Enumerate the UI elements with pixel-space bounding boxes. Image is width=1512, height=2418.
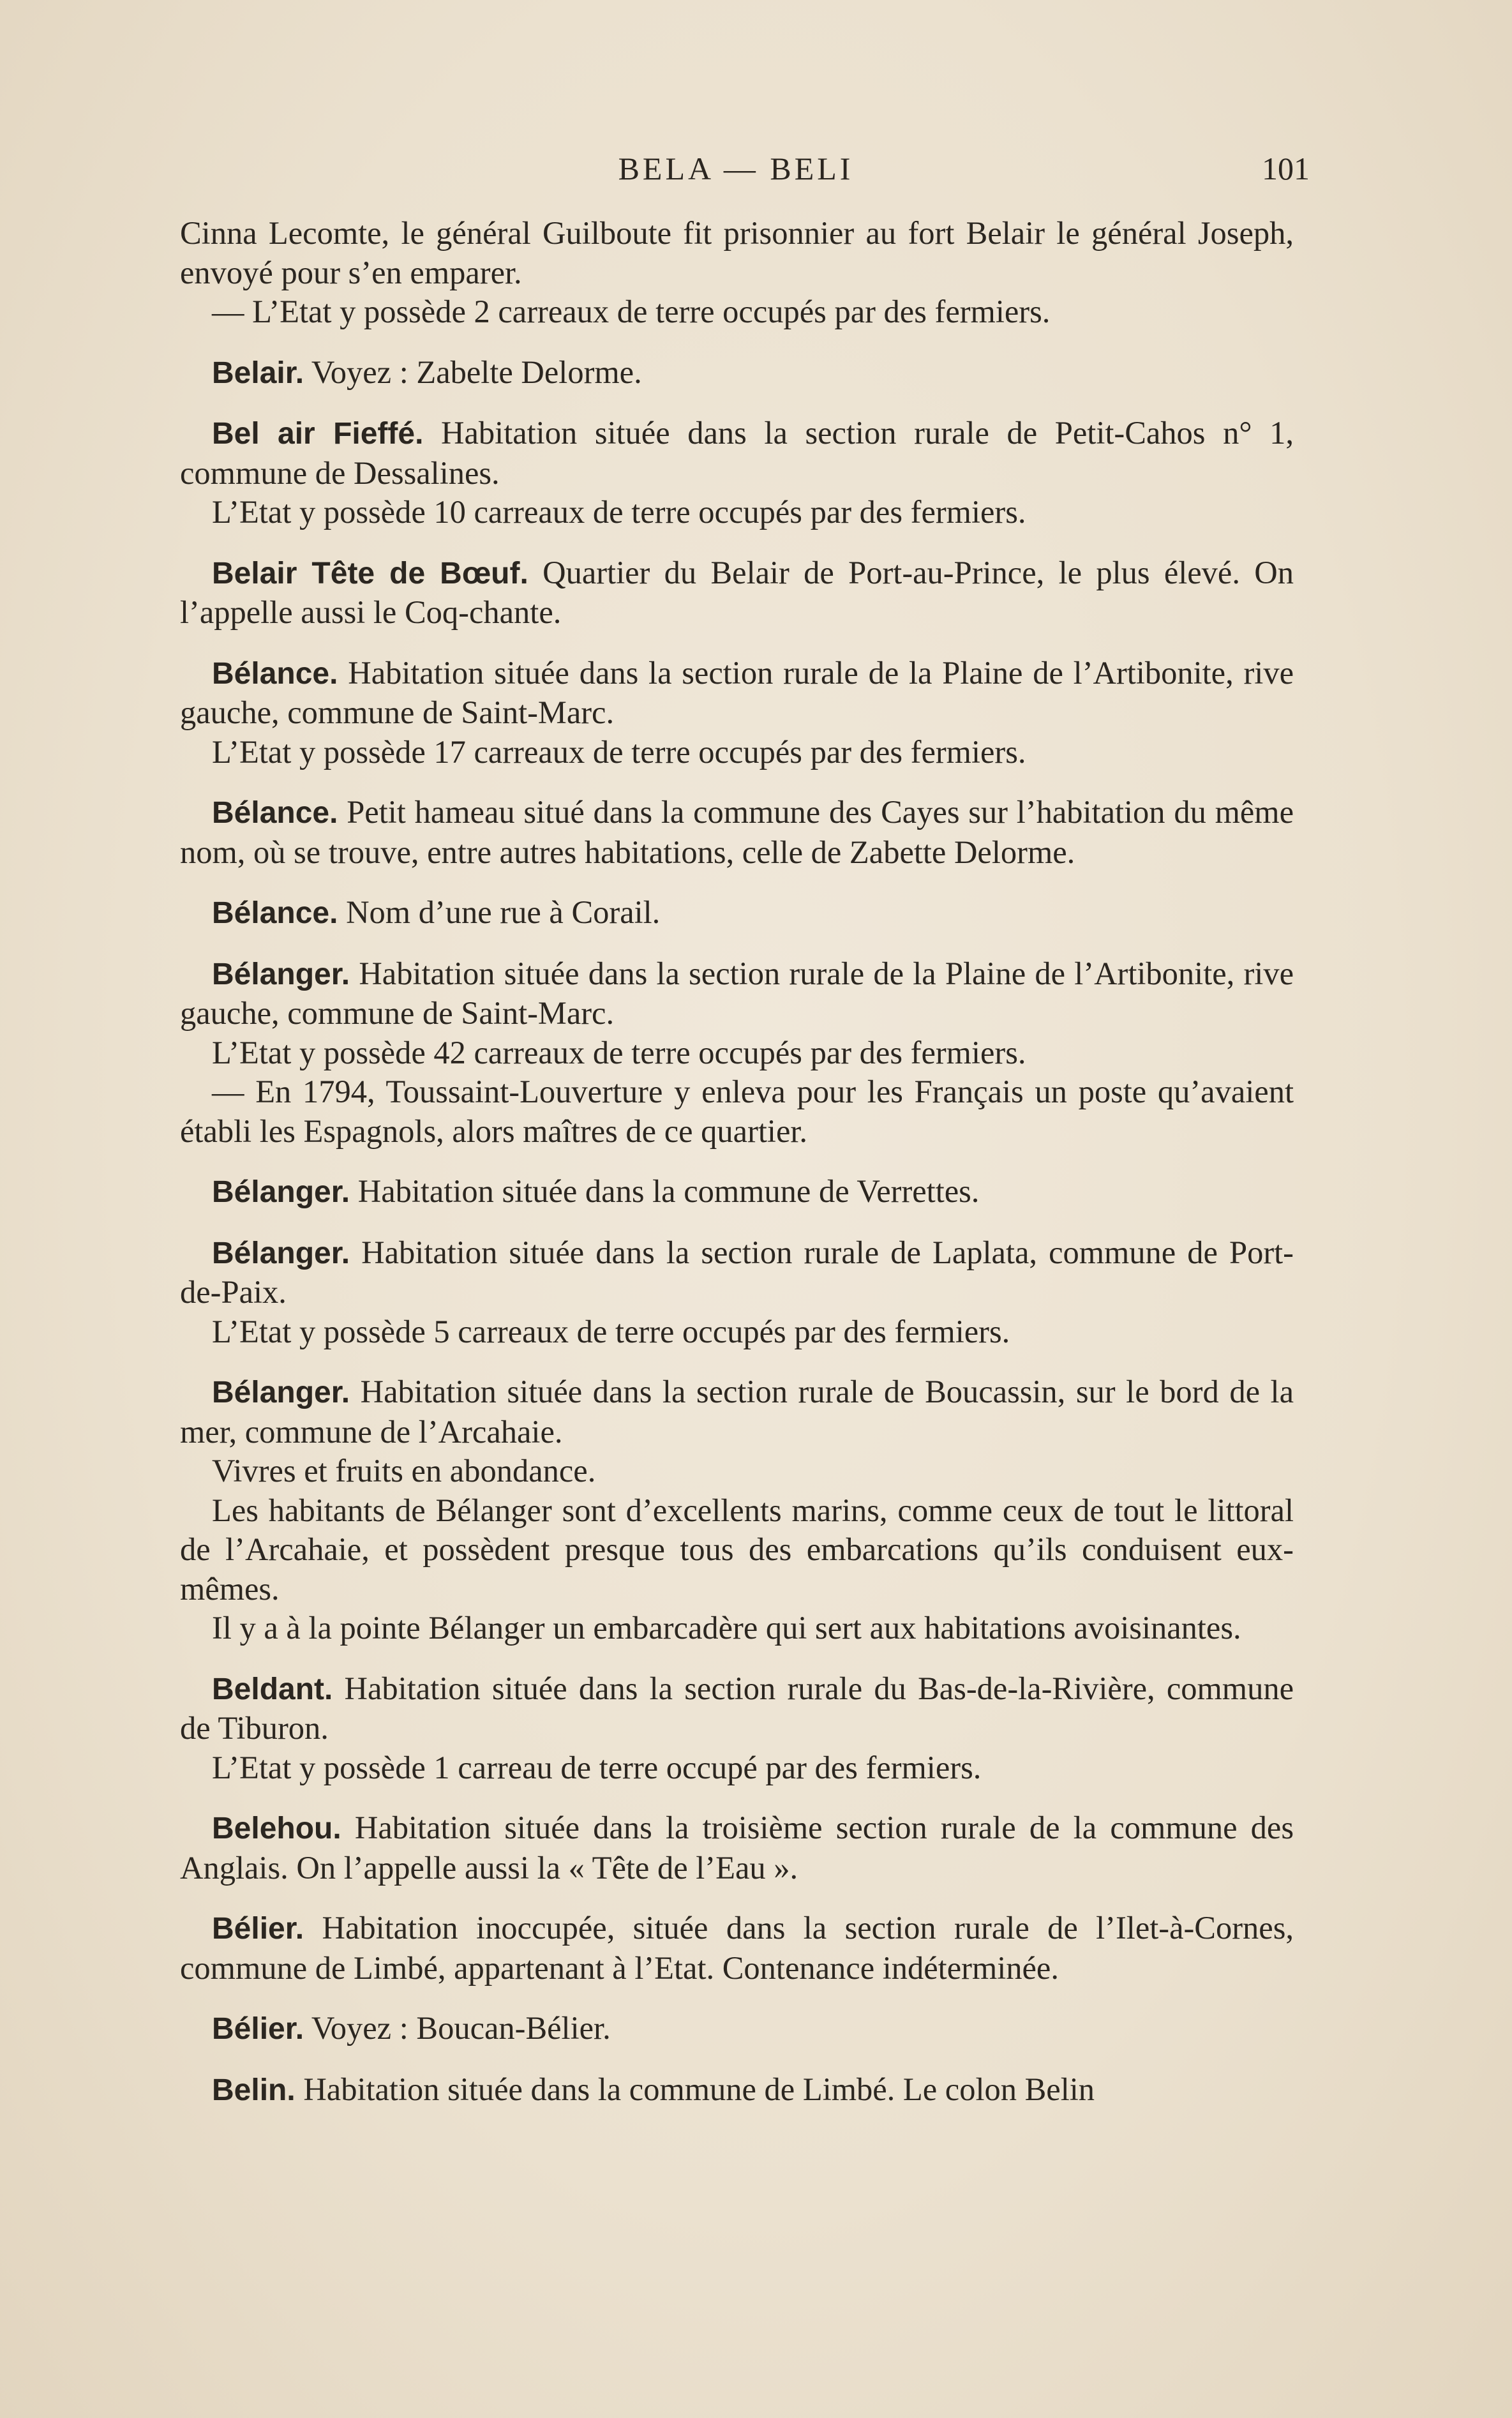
entry-headword: Bélier. (212, 1912, 304, 1946)
entry-text: Habitation située dans la section rurale de la Plaine de l’Artibonite, rive gauche, commune de Saint-Marc. (180, 654, 1294, 730)
entry-paragraph: Vivres et fruits en abondance. (212, 1453, 596, 1489)
entry-headword: Belair. (212, 356, 304, 390)
page-header (180, 150, 1310, 195)
entry-text: Nom d’une rue à Corail. (346, 894, 661, 930)
dictionary-entry (180, 654, 1294, 772)
dictionary-entry (180, 2070, 1294, 2110)
entry-paragraph: L’Etat y possède 5 carreaux de terre occupés par des fermiers. (212, 1313, 1010, 1349)
dictionary-entry (180, 1172, 1294, 1212)
entry-text: Petit hameau situé dans la commune des Cayes sur l’habitation du même nom, où se trouve, entre autres habitations, celle de Zabette Delorme. (180, 794, 1294, 870)
entry-text: Habitation située dans la section rurale de Boucassin, sur le bord de la mer, commune de l’Arcahaie. (180, 1374, 1294, 1450)
entry-paragraph: L’Etat y possède 1 carreau de terre occupé par des fermiers. (212, 1749, 982, 1785)
entry-text: Habitation inoccupée, située dans la section rurale de l’Ilet-à-Cornes, commune de Limbé, appartenant à l’Etat. Contenance indéterminée. (180, 1910, 1294, 1986)
entry-headword: Belair Tête de Bœuf. (212, 556, 528, 590)
dictionary-entry (180, 353, 1294, 393)
dictionary-entry (180, 2009, 1294, 2049)
entry-paragraph: Il y a à la pointe Bélanger un embarcadère qui sert aux habitations avoisinantes. (212, 1610, 1241, 1646)
dictionary-text (180, 214, 1294, 2110)
dictionary-entry (180, 954, 1294, 1152)
entry-text: Habitation située dans la section rurale de Laplata, commune de Port-de-Paix. (180, 1234, 1294, 1310)
dictionary-entry (180, 1909, 1294, 1988)
entry-text: Habitation située dans la section rurale de la Plaine de l’Artibonite, rive gauche, commune de Saint-Marc. (180, 955, 1294, 1031)
entry-headword: Bélanger. (212, 957, 350, 991)
entry-text: Habitation située dans la troisième section rurale de la commune des Anglais. On l’appelle aussi la « Tête de l’Eau ». (180, 1810, 1294, 1886)
entry-text: Voyez : Boucan-Bélier. (311, 2010, 611, 2046)
entry-text: Habitation située dans la commune de Verrettes. (357, 1173, 980, 1209)
entry-text: Habitation située dans la section rurale de Petit-Cahos n° 1, commune de Dessalines. (180, 415, 1294, 491)
entry-headword: Bélanger. (212, 1175, 350, 1209)
entry-headword: Bélanger. (212, 1236, 350, 1270)
entry-headword: Bélance. (212, 896, 338, 930)
entry-paragraph: L’Etat y possède 17 carreaux de terre occupés par des fermiers. (212, 733, 1026, 770)
entry-headword: Beldant. (212, 1672, 333, 1706)
entry-headword: Bélanger. (212, 1376, 350, 1409)
entry-headword: Belehou. (212, 1812, 341, 1845)
entry-paragraph: — En 1794, Toussaint-Louverture y enleva pour les Français un poste qu’avaient établi les Espagnols, alors maîtres de ce quartier. (180, 1074, 1294, 1149)
dictionary-entry (180, 893, 1294, 933)
dictionary-entry (180, 1372, 1294, 1648)
entry-text: Voyez : Zabelte Delorme. (311, 354, 642, 390)
entry-text: Quartier du Belair de Port-au-Prince, le plus élevé. On l’appelle aussi le Coq-chante. (180, 554, 1294, 630)
entry-text: Habitation située dans la section rurale du Bas-de-la-Rivière, commune de Tiburon. (180, 1670, 1294, 1746)
dictionary-entry (180, 553, 1294, 633)
entry-headword: Bélance. (212, 796, 338, 830)
dictionary-entry (180, 793, 1294, 872)
entry-continuation: Cinna Lecomte, le général Guilboute fit prisonnier au fort Belair le général Joseph, envoyé pour s’en emparer. (180, 215, 1294, 290)
running-title: BELA — BELI (618, 151, 854, 186)
dictionary-entry (180, 1669, 1294, 1788)
dictionary-entry (180, 214, 1294, 332)
entry-paragraph: L’Etat y possède 42 carreaux de terre occupés par des fermiers. (212, 1034, 1026, 1070)
entry-headword: Bélance. (212, 656, 338, 691)
entry-paragraph: — L’Etat y possède 2 carreaux de terre occupés par des fermiers. (212, 294, 1051, 329)
entry-text: Habitation située dans la commune de Limbé. Le colon Belin (303, 2071, 1095, 2107)
dictionary-entry (180, 414, 1294, 532)
page-number: 101 (1262, 151, 1310, 186)
entry-paragraph: L’Etat y possède 10 carreaux de terre occupés par des fermiers. (212, 494, 1026, 530)
entry-headword: Bel air Fieffé. (212, 417, 424, 451)
dictionary-entry (180, 1233, 1294, 1352)
dictionary-entry (180, 1808, 1294, 1888)
entry-headword: Belin. (212, 2073, 296, 2107)
entry-headword: Bélier. (212, 2012, 304, 2046)
entry-paragraph: Les habitants de Bélanger sont d’excellents marins, comme ceux de tout le littoral de l’Arcahaie, et possèdent presque tous des embarcations qu’ils conduisent eux-mêmes. (180, 1492, 1294, 1607)
